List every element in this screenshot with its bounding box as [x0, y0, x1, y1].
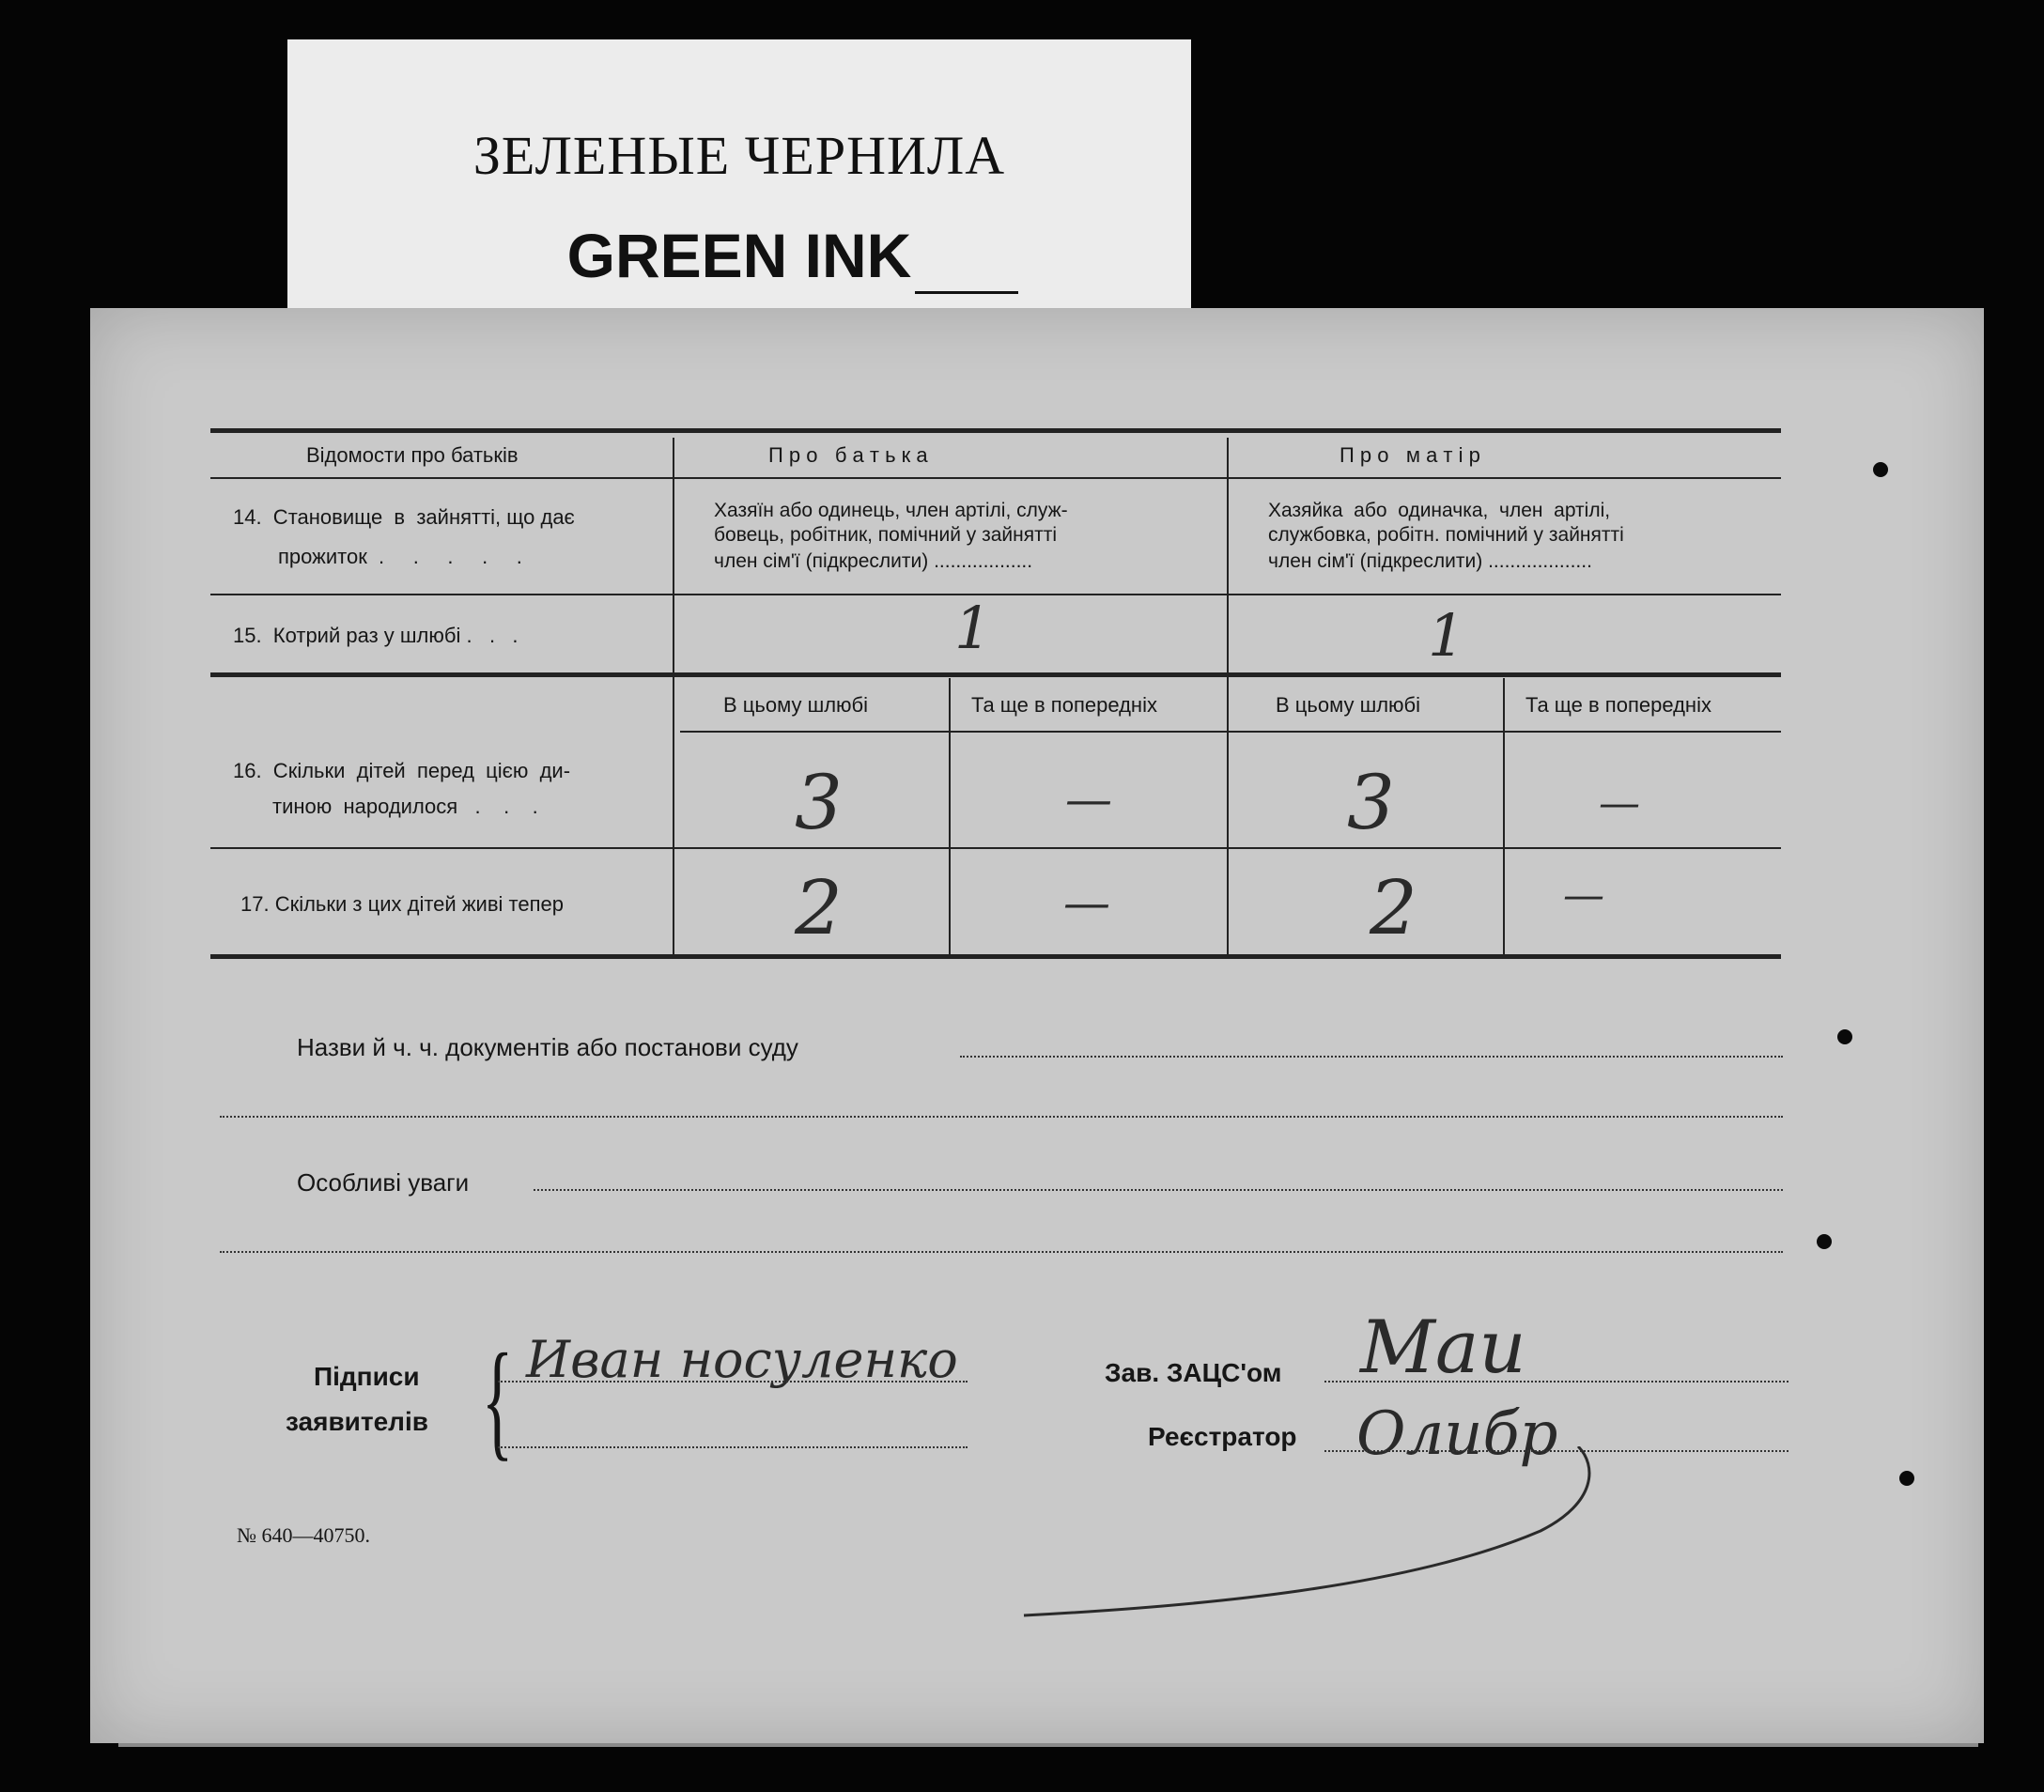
applicants-brace: { [481, 1327, 514, 1473]
row16-label-cont: тиною народилося . . . [272, 795, 538, 818]
row15-father-value: 1 [954, 594, 992, 662]
row17-father-prev-value: — [1063, 875, 1110, 930]
row14-bottom-rule [210, 594, 1781, 595]
row14-mother-line3: член сім'ї (підкреслити) ................... [1268, 550, 1592, 572]
registrar-signature: Олибр [1356, 1399, 1558, 1469]
head-signature-line [1324, 1381, 1788, 1383]
row14-father-line2: бовець, робітник, помічний у зайнятті [714, 524, 1058, 546]
subheader-rule [680, 731, 1781, 733]
row17-label: 17. Скільки з цих дітей живі тепер [240, 892, 564, 916]
row16-mother-prev-value: — [1599, 780, 1640, 827]
documents-label: Назви й ч. ч. документів або постанови суду [297, 1033, 798, 1061]
col-divider-main-1 [673, 438, 674, 956]
head-label: Зав. ЗАЦС'ом [1105, 1358, 1282, 1387]
row16-father-this-value: 3 [795, 759, 843, 846]
table-header-rule [210, 477, 1781, 479]
col-divider-main-2 [1227, 438, 1229, 956]
row14-mother-line1: Хазяйка або одиначка, член артілі, [1268, 500, 1611, 521]
punch-hole [1899, 1471, 1914, 1486]
ink-label-underline [915, 291, 1018, 294]
ink-label-english: GREEN INK [566, 221, 912, 290]
remarks-label: Особливі уваги [297, 1168, 470, 1197]
remarks-fill-line-2 [220, 1251, 1783, 1253]
row14-label-cont: прожиток . . . . . [278, 545, 522, 568]
row14-father-line1: Хазяїн або одинець, член артілі, служ- [714, 500, 1068, 521]
row15-mother-value: 1 [1428, 601, 1465, 670]
ink-label-russian: ЗЕЛЕНЫЕ ЧЕРНИЛА [472, 125, 1006, 186]
row16-label: 16. Скільки дітей перед цією ди- [233, 759, 571, 782]
row15-bottom-rule [210, 672, 1781, 677]
applicant-signature-line [498, 1381, 968, 1383]
subheader-mother-this-marriage: В цьому шлюбі [1276, 693, 1421, 717]
documents-fill-line-2 [220, 1116, 1783, 1118]
documents-fill-line [960, 1056, 1783, 1058]
punch-hole [1837, 1029, 1852, 1044]
header-about-father: П р о б а т ь к а [768, 443, 928, 467]
row14-label: 14. Становище в зайнятті, що дає [233, 505, 575, 529]
row15-label: 15. Котрий раз у шлюбі . . . [233, 624, 519, 647]
registrar-signature-flourish [1014, 1446, 1616, 1634]
table-top-rule [210, 428, 1781, 433]
form-number: № 640—40750. [237, 1523, 370, 1547]
applicant-signature: Иван носуленко [526, 1330, 958, 1389]
col-divider-father-sub [949, 678, 951, 956]
head-signature: Маи [1360, 1305, 1526, 1390]
subheader-father-previous: Та ще в попередніх [971, 693, 1157, 717]
row16-father-prev-value: — [1065, 772, 1112, 826]
table-bottom-rule [210, 954, 1781, 959]
subheader-mother-previous: Та ще в попередніх [1525, 693, 1711, 717]
punch-hole [1817, 1234, 1832, 1249]
applicant-signature-line-2 [498, 1446, 968, 1448]
row17-father-this-value: 2 [795, 864, 843, 951]
registrar-label: Реєстратор [1148, 1422, 1297, 1451]
header-about-parents: Відомости про батьків [306, 443, 519, 467]
ink-label-card [287, 39, 1191, 321]
row16-mother-this-value: 3 [1347, 759, 1395, 846]
row14-mother-line2: службовка, робітн. помічний у зайнятті [1268, 524, 1624, 546]
row14-father-line3: член сім'ї (підкреслити) .................. [714, 550, 1033, 572]
header-about-mother: П р о м а т і р [1339, 443, 1480, 467]
applicants-label: Підписи [314, 1362, 420, 1391]
row16-bottom-rule [210, 847, 1781, 849]
applicants-label-cont: заявителів [286, 1407, 428, 1436]
subheader-father-this-marriage: В цьому шлюбі [723, 693, 869, 717]
row17-mother-prev-value: — [1563, 872, 1604, 919]
remarks-fill-line [534, 1189, 1783, 1191]
col-divider-mother-sub [1503, 678, 1505, 956]
punch-hole [1873, 462, 1888, 477]
row17-mother-this-value: 2 [1370, 864, 1417, 951]
